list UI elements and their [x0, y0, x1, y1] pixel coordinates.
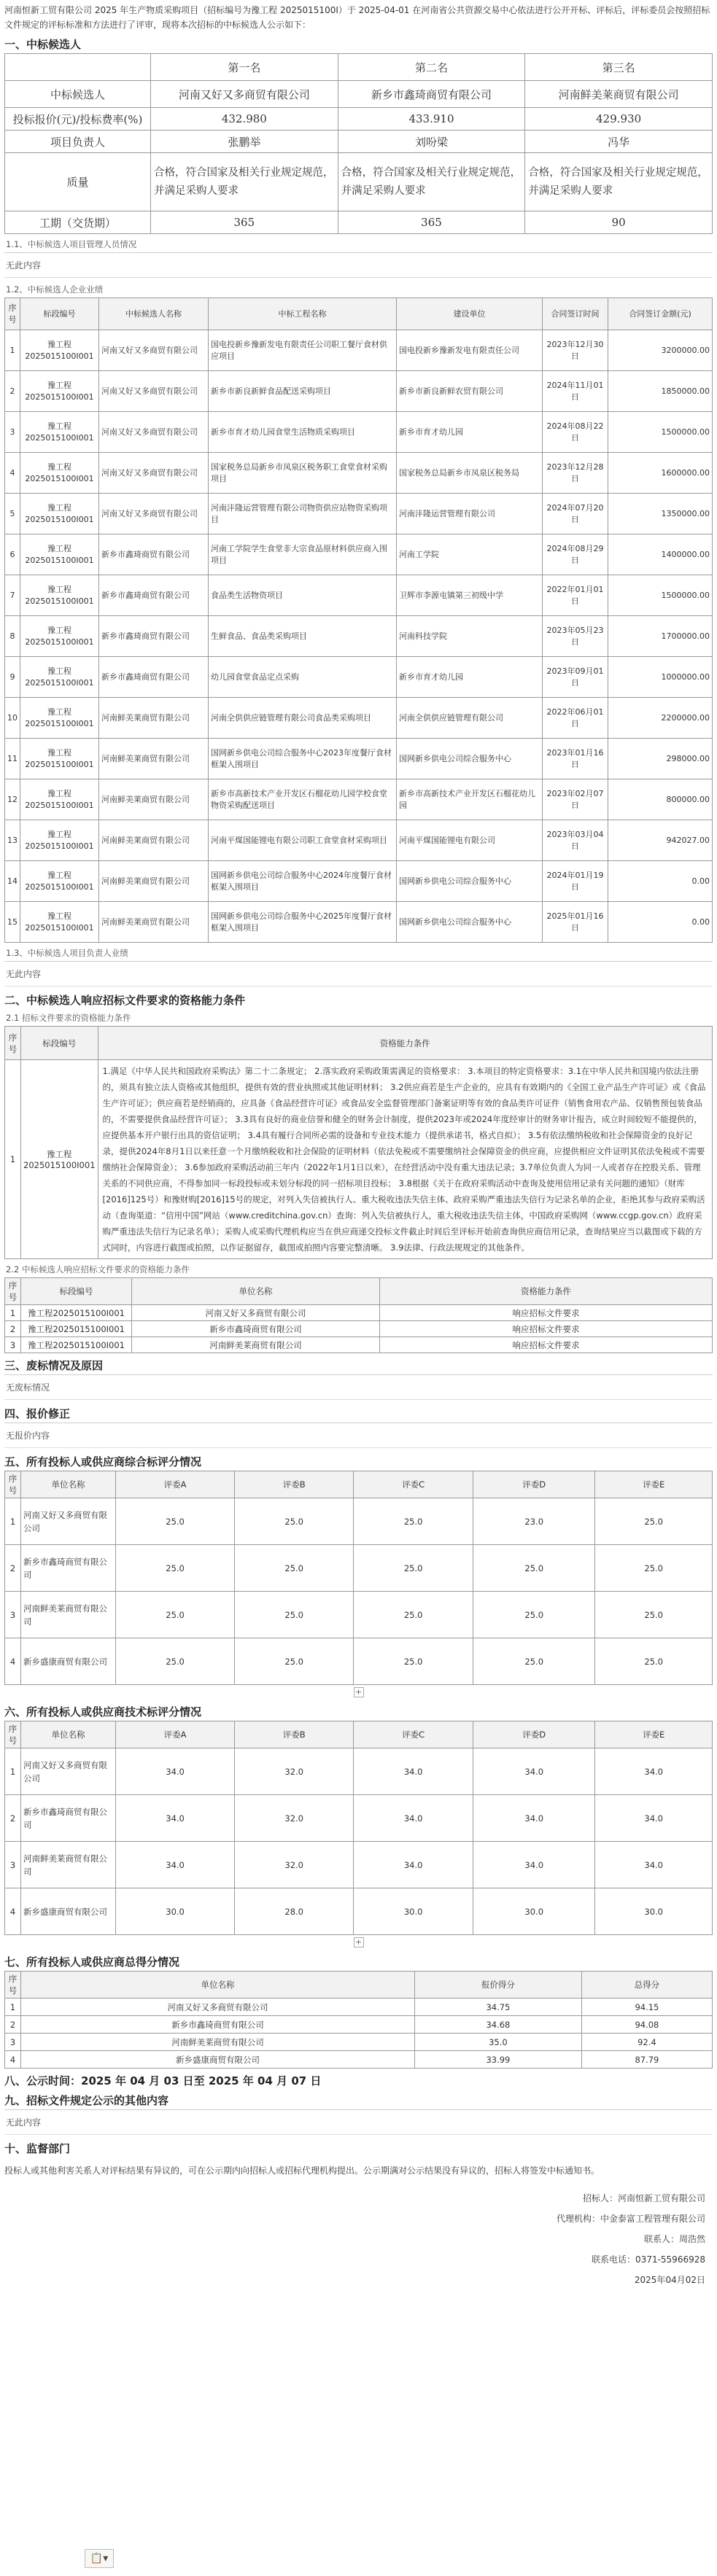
section-total-score-title: 七、所有投标人或供应商总得分情况 — [4, 1956, 180, 1969]
rank-1: 第一名 — [151, 54, 338, 81]
performance-rows — [5, 330, 713, 943]
section-candidates-title: 一、中标候选人 — [4, 38, 82, 51]
comprehensive-score-table: 序号 单位名称 评委A 评委B 评委C 评委D 评委E 1 河南又好又多商贸有限公司 25.0 25.0 25.0 23.0 25.0 2 新乡市鑫琦商贸有限公司 25.0 25.0 25.0 25.0 25.0 3 河南鲜美莱商贸有限公司 25.0 25.0 25.0 25.0 25.0 4 新乡盛康商贸有限公司 25.0 25.0 25.0 25.0 25.0 — [4, 1471, 713, 1685]
table-row: 1 河南又好又多商贸有限公司 34.0 32.0 34.0 34.0 34.0 — [5, 1748, 713, 1795]
table-row: 4 新乡盛康商贸有限公司 30.0 28.0 30.0 30.0 30.0 — [5, 1888, 713, 1935]
phone-line: 联系电话：0371-55966928 — [592, 2254, 705, 2265]
section-price-fix-title: 四、报价修正 — [4, 1407, 71, 1420]
candidate-name: 河南又好又多商贸有限公司 — [151, 81, 338, 108]
table-row: 2 新乡市鑫琦商贸有限公司 34.68 94.08 — [5, 2016, 713, 2034]
subsection-2-2: 2.2 中标候选人响应招标文件要求的资格能力条件 — [6, 1264, 190, 1275]
bid-price: 433.910 — [338, 108, 525, 131]
table-row: 1 豫工程2025015100I001 河南又好又多商贸有限公司 国电投新乡豫新发电有限责任公司职工餐厅食材供应项目 国电投新乡豫新发电有限责任公司 2023年12月30日 3200000.00 — [5, 330, 713, 371]
no-waste-note: 无废标情况 — [4, 1374, 713, 1400]
table-row: 14 豫工程2025015100I001 河南鲜美莱商贸有限公司 国网新乡供电公司综合服务中心2024年度餐厅食材框架入围项目 国网新乡供电公司综合服务中心 2024年01月19日 0.00 — [5, 861, 713, 902]
section-supervision-title: 十、监督部门 — [4, 2142, 71, 2155]
quality: 合格，符合国家及相关行业规定规范，并满足采购人要求 — [525, 153, 713, 211]
table-row: 3 河南鲜美莱商贸有限公司 34.0 32.0 34.0 34.0 34.0 — [5, 1842, 713, 1888]
tenderer-line: 招标人：河南恒新工贸有限公司 — [582, 2193, 705, 2203]
subsection-1-2: 1.2、中标候选人企业业绩 — [6, 284, 104, 295]
expand-plus-icon[interactable]: + — [354, 1687, 364, 1697]
qualification-table: 序号 标段编号 资格能力条件 1 豫工程2025015100I001 1.满足《中华人民共和国政府采购法》第二十二条规定； 2.落实政府采购政策需满足的资格要求： 3.本项目的特定资格要求：3.1在中华人民共和国境内依法注册的，须具有独立法人资格或其他组织，提供有效的营业执照或其他证明材料； 3.2供应商若是生产企业的，应具有有效期内的《全国工业产品生产许可证》或《食品生产许可证》；供应商若是经销商的，应具备《食品经营许可证》或食品安全监督管理部门备案证明等有效的食品类许可证件（销售食用农产品、仅销售预包装食品的，不需要提供食品经营许可证）； 3.3具有良好的商业信誉和健全的财务会计制度，提供2023年或2024年度经审计的财务审计报告，成立时间较短不能提供的，应提供基本开户银行出具的资信证明； 3.4具有履行合同所必需的设备和专业技术能力（提供承诺书，格式自拟）； 3.5有依法缴纳税收和社会保障资金的良好记录，提供2024年8月1日以来任意一个月缴纳税收和社会保险的证明材料（依法免税或不需要缴纳社会保障资金的供应商，应提供相应文件证明其依法免税或不需要缴纳社会保障资金）； 3.6参加政府采购活动前三年内（2022年1月1日以来），在经营活动中没有重大违法记录；3.7单位负责人为同一人或者存在控股关系、管理关系的不同供应商，不得参加同一标段投标或未划分标段的同一招标项目投标； 3.8根据《关于在政府采购活动中查询及使用信用记录有关问题的通知》（财库[2016]125号）和豫财购[2016]15号的规定，对列入失信被执行人、重大税收违法失信主体、政府采购严重违法失信行为记录名单的企业，拒绝其参与政府采购活动（查询渠道：“信用中国”网站（www.creditchina.gov.cn）查询：列入失信被执行人，重大税收违法失信主体，中国政府采购网（www.ccgp.gov.cn）政府采购严重违法失信行为记录名单）；采购人或采购代理机构应当在供应商递交投标文件截止时间后至评标开始前查询供应商信用记录，查询结果应当以截图或下载的方式同时，内容进行截图或拍照，以作证据留存，截图或拍照内容要完整清晰。 3.9法律、行政法规规定的其他条件。 — [4, 1026, 713, 1259]
response-rows — [5, 1305, 713, 1353]
table-row: 9 豫工程2025015100I001 新乡市鑫琦商贸有限公司 幼儿园食堂食品定点采购 新乡市育才幼儿园 2023年09月01日 1000000.00 — [5, 657, 713, 698]
clipboard-icon[interactable]: 📋▾ — [85, 2549, 114, 2568]
qualification-text: 1.满足《中华人民共和国政府采购法》第二十二条规定； 2.落实政府采购政策需满足的资格要求： 3.本项目的特定资格要求：3.1在中华人民共和国境内依法注册的，须具有独立法人资格或其他组织，提供有效的营业执照或其他证明材料； 3.2供应商若是生产企业的，应具有有效期内的《全国工业产品生产许可证》或《食品生产许可证》；供应商若是经销商的，应具备《食品经营许可证》或食品安全监督管理部门备案证明等有效的食品类许可证件（销售食用农产品、仅销售预包装食品的，不需要提供食品经营许可证）； 3.3具有良好的商业信誉和健全的财务会计制度，提供2023年或2024年度经审计的财务审计报告，成立时间较短不能提供的，应提供基本开户银行出具的资信证明； 3.4具有履行合同所必需的设备和专业技术能力（提供承诺书，格式自拟）； 3.5有依法缴纳税收和社会保障资金的良好记录，提供2024年8月1日以来任意一个月缴纳税收和社会保险的证明材料（依法免税或不需要缴纳社会保障资金的供应商，应提供相应文件证明其依法免税或不需要缴纳社会保障资金）； 3.6参加政府采购活动前三年内（2022年1月1日以来），在经营活动中没有重大违法记录；3.7单位负责人为同一人或者存在控股关系、管理关系的不同供应商，不得参加同一标段投标或未划分标段的同一招标项目投标； 3.8根据《关于在政府采购活动中查询及使用信用记录有关问题的通知》（财库[2016]125号）和豫财购[2016]15号的规定，对列入失信被执行人、重大税收违法失信主体、政府采购严重违法失信行为记录名单的企业，拒绝其参与政府采购活动（查询渠道：“信用中国”网站（www.creditchina.gov.cn）查询：列入失信被执行人，重大税收违法失信主体，中国政府采购网（www.ccgp.gov.cn）政府采购严重违法失信行为记录名单）；采购人或采购代理机构应当在供应商递交投标文件截止时间后至评标开始前查询供应商信用记录，查询结果应当以截图或下载的方式同时，内容进行截图或拍照，以作证据留存，截图或拍照内容要完整清晰。 3.9法律、行政法规规定的其他条件。 — [98, 1060, 712, 1259]
technical-score-table: 序号 单位名称 评委A 评委B 评委C 评委D 评委E 1 河南又好又多商贸有限公司 34.0 32.0 34.0 34.0 34.0 2 新乡市鑫琦商贸有限公司 34.0 32.0 34.0 34.0 34.0 3 河南鲜美莱商贸有限公司 34.0 32.0 34.0 34.0 34.0 4 新乡盛康商贸有限公司 30.0 28.0 30.0 30.0 30.0 — [4, 1721, 713, 1935]
table-row: 3 豫工程2025015100I001 河南鲜美莱商贸有限公司 响应招标文件要求 — [5, 1337, 713, 1353]
table-row: 1 河南又好又多商贸有限公司 34.75 94.15 — [5, 1999, 713, 2016]
project-manager: 冯华 — [525, 131, 713, 153]
date-line: 2025年04月02日 — [634, 2275, 705, 2285]
quality: 合格，符合国家及相关行业规定规范，并满足采购人要求 — [151, 153, 338, 211]
project-manager: 张鹏举 — [151, 131, 338, 153]
table-row: 2 豫工程2025015100I001 新乡市鑫琦商贸有限公司 响应招标文件要求 — [5, 1321, 713, 1337]
objection-text: 投标人或其他利害关系人对评标结果有异议的，可在公示期内向招标人或招标代理机构提出。公示期满对公示结果没有异议的，招标人将签发中标通知书。 — [4, 2166, 600, 2176]
response-table: 序号 标段编号 单位名称 资格能力条件 1 豫工程2025015100I001 河南又好又多商贸有限公司 响应招标文件要求 2 豫工程2025015100I001 新乡市鑫琦商贸有限公司 响应招标文件要求 3 豫工程2025015100I001 河南鲜美莱商贸有限公司 响应招标文件要求 — [4, 1277, 713, 1353]
quality: 合格，符合国家及相关行业规定规范，并满足采购人要求 — [338, 153, 525, 211]
rank-3: 第三名 — [525, 54, 713, 81]
candidates-table: 第一名 第二名 第三名 中标候选人 河南又好又多商贸有限公司 新乡市鑫琦商贸有限公司 河南鲜美莱商贸有限公司 投标报价(元)/投标费率(%) 432.980 433.910 429.930 项目负责人 张鹏举 刘吩梁 冯华 质量 合格，符合国家及相关行业规定规范，并满足采购人要求 合格，符合国家及相关行业规定规范，并满足采购人要求 合格，符合国家及相关行业规定规范，并满足采购人要求 工期（交货期） 365 365 90 — [4, 53, 713, 234]
delivery-period: 365 — [151, 211, 338, 234]
table-row: 3 河南鲜美莱商贸有限公司 35.0 92.4 — [5, 2034, 713, 2051]
subsection-1-3: 1.3、中标候选人项目负责人业绩 — [6, 948, 128, 958]
contact-line: 联系人：周浩然 — [643, 2234, 705, 2244]
bid-price: 432.980 — [151, 108, 338, 131]
signature-block — [4, 2188, 713, 2290]
table-row: 4 新乡盛康商贸有限公司 33.99 87.79 — [5, 2051, 713, 2069]
delivery-period: 365 — [338, 211, 525, 234]
table-row: 1 河南又好又多商贸有限公司 25.0 25.0 25.0 23.0 25.0 — [5, 1498, 713, 1545]
table-row: 12 豫工程2025015100I001 河南鲜美莱商贸有限公司 新乡市高新技术产业开发区石榴花幼儿园学校食堂物资采购配送项目 新乡市高新技术产业开发区石榴花幼儿园 2023年02月07日 800000.00 — [5, 779, 713, 820]
subsection-1-1: 1.1、中标候选人项目管理人员情况 — [6, 239, 137, 249]
table-row: 15 豫工程2025015100I001 河南鲜美莱商贸有限公司 国网新乡供电公司综合服务中心2025年度餐厅食材框架入围项目 国网新乡供电公司综合服务中心 2025年01月16日 0.00 — [5, 902, 713, 943]
table-row: 6 豫工程2025015100I001 新乡市鑫琦商贸有限公司 河南工学院学生食堂非大宗食品原材料供应商入围项目 河南工学院 2024年08月29日 1400000.00 — [5, 534, 713, 575]
no-content-note: 无此内容 — [4, 252, 713, 278]
section-comprehensive-score-title: 五、所有投标人或供应商综合标评分情况 — [4, 1455, 202, 1468]
total-score-rows — [5, 1999, 713, 2069]
rank-2: 第二名 — [338, 54, 525, 81]
table-row: 1 豫工程2025015100I001 河南又好又多商贸有限公司 响应招标文件要求 — [5, 1305, 713, 1321]
section-technical-score-title: 六、所有投标人或供应商技术标评分情况 — [4, 1705, 202, 1719]
table-row: 13 豫工程2025015100I001 河南鲜美莱商贸有限公司 河南平煤国能锂电有限公司职工食堂食材采购项目 河南平煤国能锂电有限公司 2023年03月04日 942027.00 — [5, 820, 713, 861]
table-row: 4 新乡盛康商贸有限公司 25.0 25.0 25.0 25.0 25.0 — [5, 1638, 713, 1685]
candidate-name: 新乡市鑫琦商贸有限公司 — [338, 81, 525, 108]
subsection-2-1: 2.1 招标文件要求的资格能力条件 — [6, 1013, 131, 1023]
table-row: 10 豫工程2025015100I001 河南鲜美莱商贸有限公司 河南全供供应链管理有限公司食品类采购项目 河南全供供应链管理有限公司 2022年06月01日 2200000.00 — [5, 698, 713, 739]
technical-score-rows — [5, 1748, 713, 1935]
candidate-name: 河南鲜美莱商贸有限公司 — [525, 81, 713, 108]
table-row: 3 河南鲜美莱商贸有限公司 25.0 25.0 25.0 25.0 25.0 — [5, 1592, 713, 1638]
table-row: 8 豫工程2025015100I001 新乡市鑫琦商贸有限公司 生鲜食品、食品类采购项目 河南科技学院 2023年05月23日 1700000.00 — [5, 616, 713, 657]
comprehensive-score-rows — [5, 1498, 713, 1685]
table-row: 5 豫工程2025015100I001 河南又好又多商贸有限公司 河南沣隆运营管理有限公司物资供应站物资采购项目 河南沣隆运营管理有限公司 2024年07月20日 1350000.00 — [5, 494, 713, 534]
table-row: 2 豫工程2025015100I001 河南又好又多商贸有限公司 新乡市新良新鲜食品配送采购项目 新乡市新良新鲜农贸有限公司 2024年11月01日 1850000.00 — [5, 371, 713, 412]
no-fix-note: 无报价内容 — [4, 1423, 713, 1448]
table-row: 11 豫工程2025015100I001 河南鲜美莱商贸有限公司 国网新乡供电公司综合服务中心2023年度餐厅食材框架入围项目 国网新乡供电公司综合服务中心 2023年01月16日 298000.00 — [5, 739, 713, 779]
agent-line: 代理机构：中金泰富工程管理有限公司 — [556, 2214, 705, 2224]
table-row: 4 豫工程2025015100I001 河南又好又多商贸有限公司 国家税务总局新乡市凤泉区税务职工食堂食材采购项目 国家税务总局新乡市凤泉区税务局 2023年12月28日 1600000.00 — [5, 453, 713, 494]
section-publicity-time: 八、公示时间：2025 年 04 月 03 日至 2025 年 04 月 07 日 — [4, 2074, 322, 2087]
no-content-note: 无此内容 — [4, 961, 713, 987]
section-other-content-title: 九、招标文件规定公示的其他内容 — [4, 2094, 169, 2107]
table-row: 2 新乡市鑫琦商贸有限公司 25.0 25.0 25.0 25.0 25.0 — [5, 1545, 713, 1592]
section-qualification-title: 二、中标候选人响应招标文件要求的资格能力条件 — [4, 994, 246, 1007]
bid-price: 429.930 — [525, 108, 713, 131]
project-manager: 刘吩梁 — [338, 131, 525, 153]
intro-text: 河南恒新工贸有限公司 2025 年生产物质采购项目（招标编号为豫工程 2025015100I）于 2025-04-01 在河南省公共资源交易中心依法进行公开开标、评标后，评标委员会按照招标文件规定的评标标准和方法进行了评审，现将本次招标的中标候选人公示如下： — [4, 5, 710, 30]
section-waste-title: 三、废标情况及原因 — [4, 1359, 104, 1372]
table-row: 3 豫工程2025015100I001 河南又好又多商贸有限公司 新乡市育才幼儿园食堂生活物质采购项目 新乡市育才幼儿园 2024年08月22日 1500000.00 — [5, 412, 713, 453]
delivery-period: 90 — [525, 211, 713, 234]
table-row: 7 豫工程2025015100I001 新乡市鑫琦商贸有限公司 食品类生活物资项目 卫辉市李源屯镇第三初级中学 2022年01月01日 1500000.00 — [5, 575, 713, 616]
total-score-table: 序号 单位名称 报价得分 总得分 1 河南又好又多商贸有限公司 34.75 94.15 2 新乡市鑫琦商贸有限公司 34.68 94.08 3 河南鲜美莱商贸有限公司 35.0 92.4 4 新乡盛康商贸有限公司 33.99 87.79 — [4, 1971, 713, 2069]
expand-plus-icon[interactable]: + — [354, 1937, 364, 1947]
performance-table: 序号 标段编号 中标候选人名称 中标工程名称 建设单位 合同签订时间 合同签订金额(元) 1 豫工程2025015100I001 河南又好又多商贸有限公司 国电投新乡豫新发电有限责任公司职工餐厅食材供应项目 国电投新乡豫新发电有限责任公司 2023年12月30日 3200000.00 2 豫工程2025015100I001 河南又好又多商贸有限公司 新乡市新良新鲜食品配送采购项目 新乡市新良新鲜农贸有限公司 2024年11月01日 1850000.00 3 豫工程2025015100I001 河南又好又多商贸有限公司 新乡市育才幼儿园食堂生活物质采购项目 新乡市育才幼儿园 2024年08月22日 1500000.00 4 豫工程2025015100I001 河南又好又多商贸有限公司 国家税务总局新乡市凤泉区税务职工食堂食材采购项目 国家税务总局新乡市凤泉区税务局 2023年12月28日 1600000.00 5 豫工程2025015100I001 河南又好又多商贸有限公司 河南沣隆运营管理有限公司物资供应站物资采购项目 河南沣隆运营管理有限公司 2024年07月20日 1350000.00 6 豫工程2025015100I001 新乡市鑫琦商贸有限公司 河南工学院学生食堂非大宗食品原材料供应商入围项目 河南工学院 2024年08月29日 1400000.00 7 豫工程2025015100I001 新乡市鑫琦商贸有限公司 食品类生活物资项目 卫辉市李源屯镇第三初级中学 2022年01月01日 1500000.00 8 豫工程2025015100I001 新乡市鑫琦商贸有限公司 生鲜食品、食品类采购项目 河南科技学院 2023年05月23日 1700000.00 9 豫工程2025015100I001 新乡市鑫琦商贸有限公司 幼儿园食堂食品定点采购 新乡市育才幼儿园 2023年09月01日 1000000.00 10 豫工程2025015100I001 河南鲜美莱商贸有限公司 河南全供供应链管理有限公司食品类采购项目 河南全供供应链管理有限公司 2022年06月01日 2200000.00 11 豫工程2025015100I001 河南鲜美莱商贸有限公司 国网新乡供电公司综合服务中心2023年度餐厅食材框架入围项目 国网新乡供电公司综合服务中心 2023年01月16日 298000.00 12 豫工程2025015100I001 河南鲜美莱商贸有限公司 新乡市高新技术产业开发区石榴花幼儿园学校食堂物资采购配送项目 新乡市高新技术产业开发区石榴花幼儿园 2023年02月07日 800000.00 13 豫工程2025015100I001 河南鲜美莱商贸有限公司 河南平煤国能锂电有限公司职工食堂食材采购项目 河南平煤国能锂电有限公司 2023年03月04日 942027.00 14 豫工程2025015100I001 河南鲜美莱商贸有限公司 国网新乡供电公司综合服务中心2024年度餐厅食材框架入围项目 国网新乡供电公司综合服务中心 2024年01月19日 0.00 15 豫工程2025015100I001 河南鲜美莱商贸有限公司 国网新乡供电公司综合服务中心2025年度餐厅食材框架入围项目 国网新乡供电公司综合服务中心 2025年01月16日 0.00 — [4, 297, 713, 943]
table-row: 2 新乡市鑫琦商贸有限公司 34.0 32.0 34.0 34.0 34.0 — [5, 1795, 713, 1842]
no-content-note: 无此内容 — [4, 2109, 713, 2135]
